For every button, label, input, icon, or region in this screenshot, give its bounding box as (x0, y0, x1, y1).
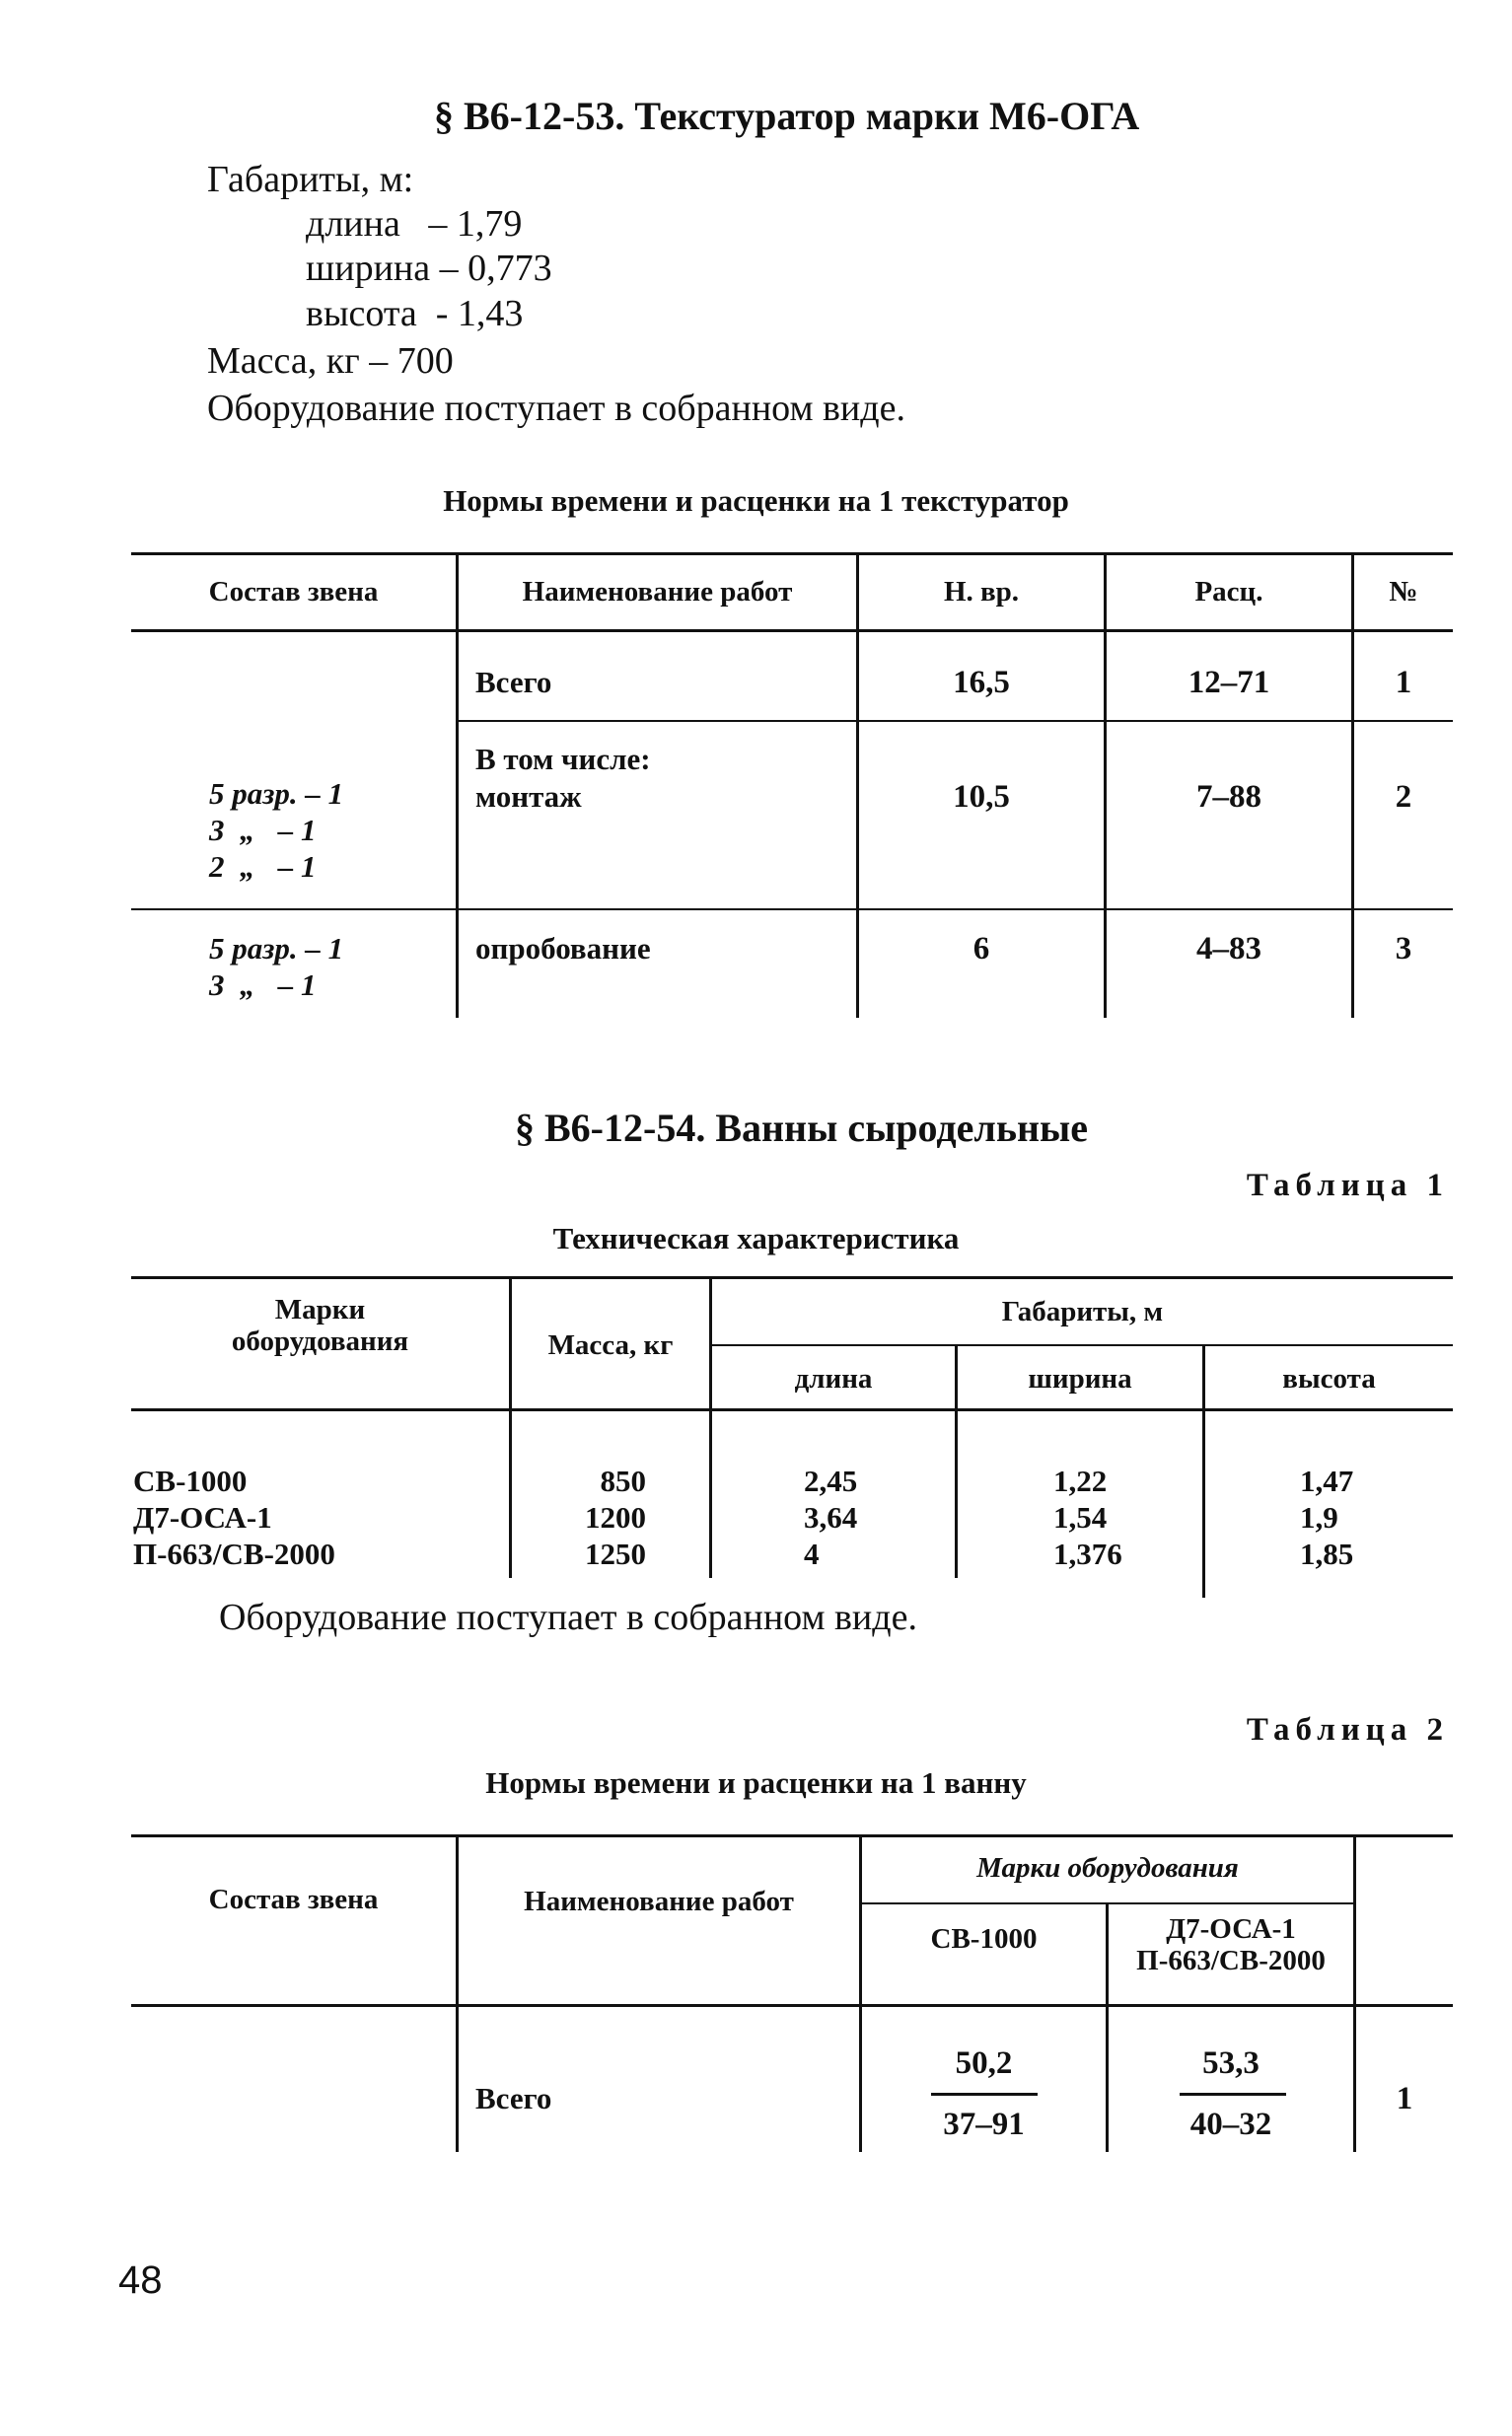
t2-h-sv1000: СВ-1000 (930, 1923, 1038, 1955)
t2-r1-sv-fraction-bar (931, 2093, 1038, 2096)
t2-h-d7: Д7-ОСА-1 П-663/СВ-2000 (1136, 1913, 1326, 1976)
assembled-note: Оборудование поступает в собранном виде. (207, 388, 905, 429)
t1-r3-brand: П-663/СВ-2000 (133, 1537, 335, 1571)
mass-text: Масса, кг – 700 (207, 340, 454, 382)
t53-h-rate: Расц. (1194, 576, 1263, 608)
t53-h-work: Наименование работ (522, 576, 793, 608)
t1-h-wid: ширина (1028, 1363, 1132, 1395)
t53-r3-num: 3 (1395, 931, 1412, 967)
t2-r1-d7-fraction-bar (1180, 2093, 1286, 2096)
t53-r3-work: опробование (475, 931, 651, 966)
dims-label: Габариты, м: (207, 159, 414, 200)
t2-h-crew: Состав звена (208, 1884, 379, 1915)
t53-h-crew: Состав звена (208, 576, 379, 608)
t53-r2-rate: 7–88 (1196, 779, 1261, 815)
t1-r1-hei: 1,47 (1300, 1464, 1354, 1498)
t2-r1-d7-norm: 53,3 (1202, 2045, 1260, 2081)
t53-r3-rate: 4–83 (1196, 931, 1261, 967)
t2-r1-num: 1 (1396, 2081, 1413, 2116)
t2-r1-sv-norm: 50,2 (955, 2045, 1013, 2081)
t1-h-mass: Масса, кг (547, 1329, 674, 1361)
t1-h-len: длина (794, 1363, 873, 1395)
t1-r3-mass: 1250 (585, 1537, 646, 1571)
t53-r2-norm: 10,5 (953, 779, 1010, 815)
t53-r1-num: 1 (1395, 665, 1412, 700)
section-54-title: § В6-12-54. Ванны сыродельные (515, 1106, 1089, 1150)
table-53-row-rule-2 (131, 908, 1453, 910)
table-1-top-rule (131, 1276, 1453, 1279)
t1-r3-wid: 1,376 (1053, 1537, 1122, 1571)
t53-r1-rate: 12–71 (1188, 665, 1270, 700)
table-53-caption: Нормы времени и расценки на 1 текстуратор (443, 483, 1069, 518)
t2-h-brands: Марки оборудования (976, 1852, 1239, 1884)
t2-h-work: Наименование работ (524, 1886, 794, 1917)
t1-h-brand: Марки оборудования (231, 1294, 409, 1357)
t1-r1-len: 2,45 (804, 1464, 858, 1498)
t53-r2-crew: 5 разр. – 1 3 „ – 1 2 „ – 1 (209, 776, 344, 884)
table-53-row-rule-1 (457, 720, 1453, 722)
t2-r1-d7-rate: 40–32 (1189, 2107, 1272, 2142)
dim-length: длина – 1,79 (306, 203, 523, 245)
t53-r2-num: 2 (1395, 779, 1412, 815)
t1-r3-len: 4 (804, 1537, 820, 1571)
t2-r1-work: Всего (475, 2081, 552, 2115)
t2-r1-sv-rate: 37–91 (943, 2107, 1025, 2142)
t1-r3-hei: 1,85 (1300, 1537, 1354, 1571)
table-2-col-rule-1 (456, 1836, 459, 2152)
t1-r1-brand: СВ-1000 (133, 1464, 248, 1498)
t53-h-norm: Н. вр. (943, 576, 1020, 608)
dim-height: высота - 1,43 (306, 293, 524, 334)
t1-r2-wid: 1,54 (1053, 1500, 1108, 1535)
table-53-top-rule (131, 552, 1453, 555)
t1-r2-brand: Д7-ОСА-1 (133, 1500, 272, 1535)
table-2-top-rule (131, 1834, 1453, 1837)
t53-r2-work-b: монтаж (475, 779, 582, 814)
assembled-note-54: Оборудование поступает в собранном виде. (219, 1597, 917, 1638)
section-53-title: § В6-12-53. Текстуратор марки М6-ОГА (434, 94, 1140, 138)
t53-r3-crew: 5 разр. – 1 3 „ – 1 (209, 931, 344, 1002)
t53-r2-work-a: В том числе: (475, 742, 651, 776)
table-2-label: Таблица 2 (1246, 1712, 1449, 1748)
table-1-caption: Техническая характеристика (552, 1221, 960, 1255)
t53-h-num: № (1389, 576, 1418, 608)
t1-r1-mass: 850 (600, 1464, 646, 1498)
t1-r2-hei: 1,9 (1300, 1500, 1338, 1535)
t53-r1-work: Всего (475, 665, 552, 699)
table-53-col-rule-1 (456, 554, 459, 1018)
table-1-dims-rule (711, 1344, 1453, 1346)
table-2-caption: Нормы времени и расценки на 1 ванну (485, 1765, 1027, 1800)
page-number: 48 (118, 2258, 163, 2302)
table-2-header-rule (131, 2004, 1453, 2007)
t1-h-dims: Габариты, м (1001, 1296, 1164, 1327)
t1-r1-wid: 1,22 (1053, 1464, 1108, 1498)
dim-width: ширина – 0,773 (306, 248, 552, 289)
table-1-label: Таблица 1 (1246, 1168, 1449, 1203)
t1-r2-mass: 1200 (585, 1500, 646, 1535)
t53-r1-norm: 16,5 (953, 665, 1010, 700)
t53-r3-norm: 6 (972, 931, 990, 967)
table-1-header-rule (131, 1408, 1453, 1411)
table-53-header-rule (131, 629, 1453, 632)
t1-r2-len: 3,64 (804, 1500, 858, 1535)
t1-h-hei: высота (1282, 1363, 1376, 1395)
